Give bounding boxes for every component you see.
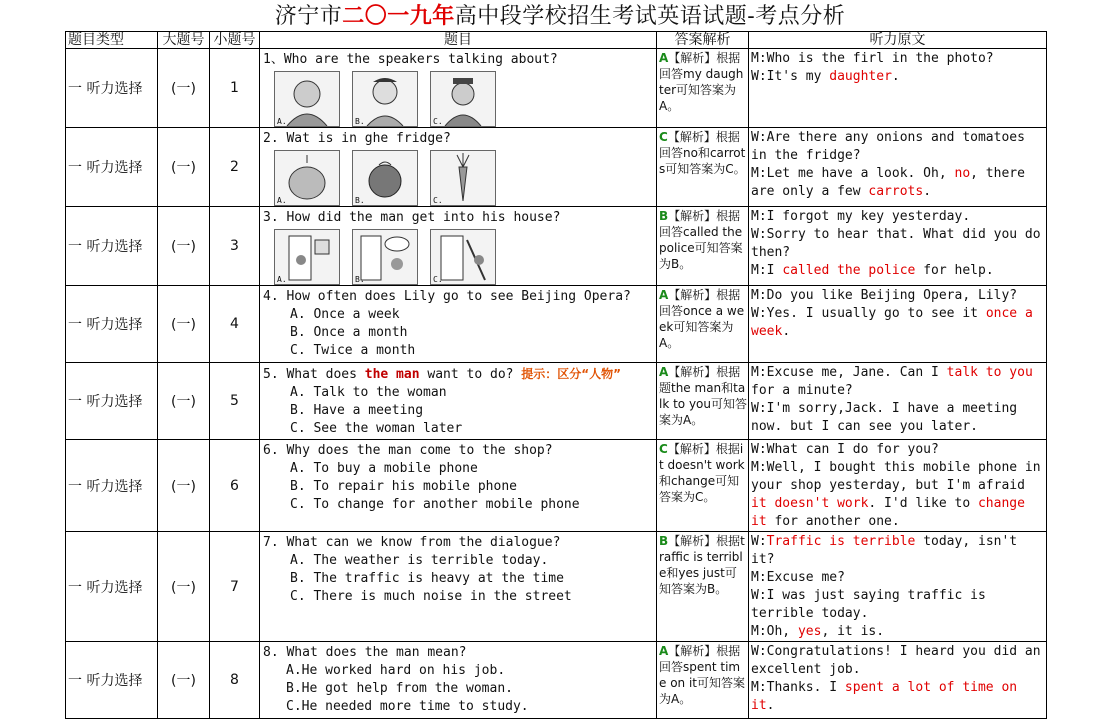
big-number-cell: (一) <box>158 642 210 719</box>
transcript-text <box>749 642 1046 715</box>
transcript-part: W:Are there any onions and tomatoes in the fridge? <box>751 130 1025 163</box>
answer-option: B.He got help from the woman. <box>286 681 513 696</box>
transcript-part: . <box>766 698 775 713</box>
transcript-line <box>751 165 1044 201</box>
transcript-text <box>749 363 1046 436</box>
answer-option: A. Talk to the woman <box>290 385 447 400</box>
picture-label: A. <box>277 275 287 284</box>
transcript-part: for help. <box>915 263 994 278</box>
transcript-line <box>751 208 1044 226</box>
transcript-keyword: carrots <box>868 184 924 199</box>
transcript-keyword: no <box>954 166 971 181</box>
transcript-line <box>751 50 1044 68</box>
table-row <box>66 128 1047 207</box>
big-number-cell: (一) <box>158 286 210 363</box>
answer-analysis <box>657 49 748 114</box>
transcript-text <box>749 532 1046 641</box>
transcript-keyword: talk to you <box>946 365 1033 380</box>
option-picture <box>430 150 496 206</box>
answer-analysis <box>657 532 748 597</box>
transcript-part: . <box>782 324 791 339</box>
question-text: 8. What does the man mean? <box>263 645 467 660</box>
transcript-part: W:I'm sorry,Jack. I have a meeting now. but I can see you later. <box>751 401 1018 434</box>
transcript-text <box>749 128 1046 201</box>
answer-option: A. To buy a mobile phone <box>290 461 478 476</box>
picture-label: B. <box>355 275 365 284</box>
transcript-cell <box>749 207 1047 286</box>
transcript-part: M:Excuse me, Jane. Can I <box>751 365 947 380</box>
question-cell <box>260 49 657 128</box>
transcript-keyword: Traffic is terrible <box>766 534 916 549</box>
answer-cell <box>657 207 749 286</box>
question-text: 7. What can we know from the dialogue? <box>263 535 561 550</box>
question-text: 1、Who are the speakers talking about? <box>263 52 558 67</box>
table-row <box>66 642 1047 719</box>
table-row <box>66 207 1047 286</box>
question-text: 6. Why does the man come to the shop? <box>263 443 553 458</box>
answer-explanation: 【解析】根据回答no和carrots可知答案为C。 <box>659 130 746 176</box>
transcript-text <box>749 207 1046 280</box>
answer-analysis <box>657 207 748 272</box>
question-cell <box>260 128 657 207</box>
transcript-part: M:I <box>751 263 783 278</box>
transcript-part: . <box>891 69 900 84</box>
transcript-part: M:Thanks. I <box>751 680 845 695</box>
transcript-keyword: daughter <box>829 69 892 84</box>
analysis-table <box>65 31 1047 719</box>
question-pre: 5. What does <box>263 367 365 382</box>
picture-label: A. <box>277 196 287 205</box>
option-picture <box>352 150 418 206</box>
transcript-part: M:Do you like Beijing Opera, Lily? <box>751 288 1018 303</box>
question-type-cell: 一 听力选择 <box>66 286 158 363</box>
big-number-cell: (一) <box>158 49 210 128</box>
question-type-cell: 一 听力选择 <box>66 207 158 286</box>
transcript-line <box>751 400 1044 436</box>
answer-option: A. The weather is terrible today. <box>290 553 549 568</box>
question-cell <box>260 207 657 286</box>
big-number-cell: (一) <box>158 363 210 440</box>
answer-key: A <box>659 644 669 658</box>
transcript-part: W: <box>751 534 767 549</box>
answer-option: A. Once a week <box>290 307 400 322</box>
small-number-cell: 6 <box>210 440 260 532</box>
transcript-line <box>751 459 1044 531</box>
option-picture <box>274 229 340 285</box>
answer-cell <box>657 532 749 642</box>
answer-analysis <box>657 440 748 505</box>
big-number-cell: (一) <box>158 207 210 286</box>
question-text: 3. How did the man get into his house? <box>263 210 561 225</box>
question-cell <box>260 286 657 363</box>
question-type-cell: 一 听力选择 <box>66 642 158 719</box>
transcript-line <box>751 679 1044 715</box>
answer-explanation: 【解析】根据题the man和talk to you可知答案为A。 <box>659 365 748 427</box>
transcript-part: W:Sorry to hear that. What did you do then? <box>751 227 1041 260</box>
transcript-keyword: once a week <box>751 306 1033 339</box>
answer-key: A <box>659 365 669 379</box>
transcript-keyword: spent a lot of time on it <box>751 680 1018 713</box>
question-cell <box>260 642 657 719</box>
transcript-cell <box>749 49 1047 128</box>
transcript-cell <box>749 440 1047 532</box>
answer-explanation: 【解析】根据回答once a week可知答案为A。 <box>659 288 745 350</box>
transcript-part: for another one. <box>766 514 900 529</box>
option-picture <box>430 229 496 285</box>
transcript-part: . <box>923 184 932 199</box>
transcript-part: M:Let me have a look. Oh, <box>751 166 955 181</box>
answer-option: B. Once a month <box>290 325 408 340</box>
transcript-cell <box>749 128 1047 207</box>
answer-cell <box>657 128 749 207</box>
picture-label: B. <box>355 196 365 205</box>
transcript-line <box>751 643 1044 679</box>
header-big: 大题号 <box>158 32 210 49</box>
transcript-keyword: called the police <box>782 263 916 278</box>
transcript-keyword: change it <box>751 496 1025 529</box>
table-row <box>66 49 1047 128</box>
transcript-line <box>751 287 1044 305</box>
answer-cell <box>657 363 749 440</box>
transcript-part: for a minute? <box>751 383 853 398</box>
transcript-text <box>749 286 1046 341</box>
option-picture <box>352 71 418 127</box>
question-hint: 提示：区分“人物” <box>521 367 622 381</box>
small-number-cell: 8 <box>210 642 260 719</box>
answer-option: C. See the woman later <box>290 421 463 436</box>
answer-analysis <box>657 128 748 177</box>
transcript-part: , there are only a few <box>751 166 1025 199</box>
transcript-part: M:Oh, <box>751 624 798 639</box>
answer-analysis <box>657 286 748 351</box>
answer-cell <box>657 286 749 363</box>
big-number-cell: (一) <box>158 128 210 207</box>
option-picture <box>274 71 340 127</box>
answer-analysis <box>657 642 748 707</box>
small-number-cell: 1 <box>210 49 260 128</box>
transcript-part: W:It's my <box>751 69 830 84</box>
answer-cell <box>657 440 749 532</box>
transcript-cell <box>749 363 1047 440</box>
answer-key: B <box>659 534 669 548</box>
question-pictures <box>274 150 656 206</box>
transcript-text <box>749 440 1046 531</box>
answer-option: B. The traffic is heavy at the time <box>290 571 564 586</box>
answer-option: C. There is much noise in the street <box>290 589 572 604</box>
transcript-part: , it is. <box>821 624 885 639</box>
transcript-text <box>749 49 1046 86</box>
table-row <box>66 532 1047 642</box>
answer-key: C <box>659 442 668 456</box>
transcript-part: M:I forgot my key yesterday. <box>751 209 971 224</box>
question-pictures <box>274 229 656 285</box>
answer-cell <box>657 49 749 128</box>
question-text <box>260 363 656 384</box>
question-type-cell: 一 听力选择 <box>66 440 158 532</box>
option-picture <box>430 71 496 127</box>
answer-option: C.He needed more time to study. <box>286 699 529 714</box>
transcript-line <box>751 262 1044 280</box>
picture-label: C. <box>433 196 443 205</box>
transcript-part: W:Congratulations! I heard you did an excellent job. <box>751 644 1041 677</box>
question-cell <box>260 363 657 440</box>
transcript-part: M:Well, I bought this mobile phone in your shop yesterday, but I'm afraid <box>751 460 1041 493</box>
transcript-keyword: yes <box>797 624 822 639</box>
answer-option: C. To change for another mobile phone <box>290 497 580 512</box>
transcript-cell <box>749 532 1047 642</box>
question-post: want to do? <box>419 367 522 382</box>
transcript-line <box>751 533 1044 569</box>
table-row <box>66 286 1047 363</box>
transcript-line <box>751 305 1044 341</box>
big-number-cell: (一) <box>158 532 210 642</box>
question-cell <box>260 532 657 642</box>
answer-option: B. Have a meeting <box>290 403 424 418</box>
small-number-cell: 3 <box>210 207 260 286</box>
question-type-cell: 一 听力选择 <box>66 532 158 642</box>
answer-key: A <box>659 288 669 302</box>
transcript-line <box>751 587 1044 623</box>
answer-cell <box>657 642 749 719</box>
answer-option: A.He worked hard on his job. <box>286 663 506 678</box>
transcript-part: W:What can I do for you? <box>751 442 939 457</box>
transcript-cell <box>749 642 1047 719</box>
answer-explanation: 【解析】根据回答my daughter可知答案为A。 <box>659 51 744 113</box>
answer-explanation: 【解析】根据traffic is terrible和yes just可知答案为B。 <box>659 534 745 596</box>
question-cell <box>260 440 657 532</box>
picture-label: A. <box>277 117 287 126</box>
answer-option: C. Twice a month <box>290 343 416 358</box>
answer-analysis <box>657 363 748 428</box>
transcript-part: . I'd like to <box>868 496 978 511</box>
question-text: 4. How often does Lily go to see Beijing Opera? <box>263 289 631 304</box>
header-small: 小题号 <box>210 32 260 49</box>
page-title: 济宁市二〇一九年高中段学校招生考试英语试题-考点分析 <box>274 3 846 29</box>
question-emphasis: the man <box>364 367 420 382</box>
transcript-line <box>751 129 1044 165</box>
answer-key: B <box>659 209 669 223</box>
picture-label: B. <box>355 117 365 126</box>
option-picture <box>352 229 418 285</box>
answer-key: C <box>659 130 668 144</box>
header-transcript: 听力原文 <box>749 32 1047 49</box>
question-type-cell: 一 听力选择 <box>66 363 158 440</box>
transcript-line <box>751 364 1044 400</box>
big-number-cell: (一) <box>158 440 210 532</box>
transcript-line <box>751 569 1044 587</box>
table-row <box>66 440 1047 532</box>
answer-explanation: 【解析】根据it doesn't work和change可知答案为C。 <box>659 442 745 504</box>
option-picture <box>274 150 340 206</box>
small-number-cell: 7 <box>210 532 260 642</box>
transcript-keyword: it doesn't work <box>751 496 869 511</box>
transcript-line <box>751 623 1044 641</box>
transcript-part: M:Excuse me? <box>751 570 845 585</box>
header-question: 题目 <box>260 32 657 49</box>
small-number-cell: 4 <box>210 286 260 363</box>
transcript-part: W:Yes. I usually go to see it <box>751 306 986 321</box>
header-type: 题目类型 <box>66 32 158 49</box>
header-answer: 答案解析 <box>657 32 749 49</box>
answer-explanation: 【解析】根据回答spent time on it可知答案为A。 <box>659 644 745 706</box>
transcript-line <box>751 226 1044 262</box>
answer-option: B. To repair his mobile phone <box>290 479 517 494</box>
picture-label: C. <box>433 117 443 126</box>
table-row <box>66 363 1047 440</box>
question-pictures <box>274 71 656 127</box>
transcript-line <box>751 68 1044 86</box>
small-number-cell: 5 <box>210 363 260 440</box>
question-type-cell: 一 听力选择 <box>66 128 158 207</box>
small-number-cell: 2 <box>210 128 260 207</box>
transcript-part: M:Who is the firl in the photo? <box>751 51 994 66</box>
question-text: 2. Wat is in ghe fridge? <box>263 131 451 146</box>
transcript-line <box>751 441 1044 459</box>
answer-explanation: 【解析】根据回答called the police可知答案为B。 <box>659 209 743 271</box>
transcript-cell <box>749 286 1047 363</box>
answer-key: A <box>659 51 669 65</box>
transcript-part: today, isn't it? <box>751 534 1018 567</box>
question-type-cell: 一 听力选择 <box>66 49 158 128</box>
table-header <box>66 32 1047 49</box>
picture-label: C. <box>433 275 443 284</box>
transcript-part: W:I was just saying traffic is terrible today. <box>751 588 986 621</box>
